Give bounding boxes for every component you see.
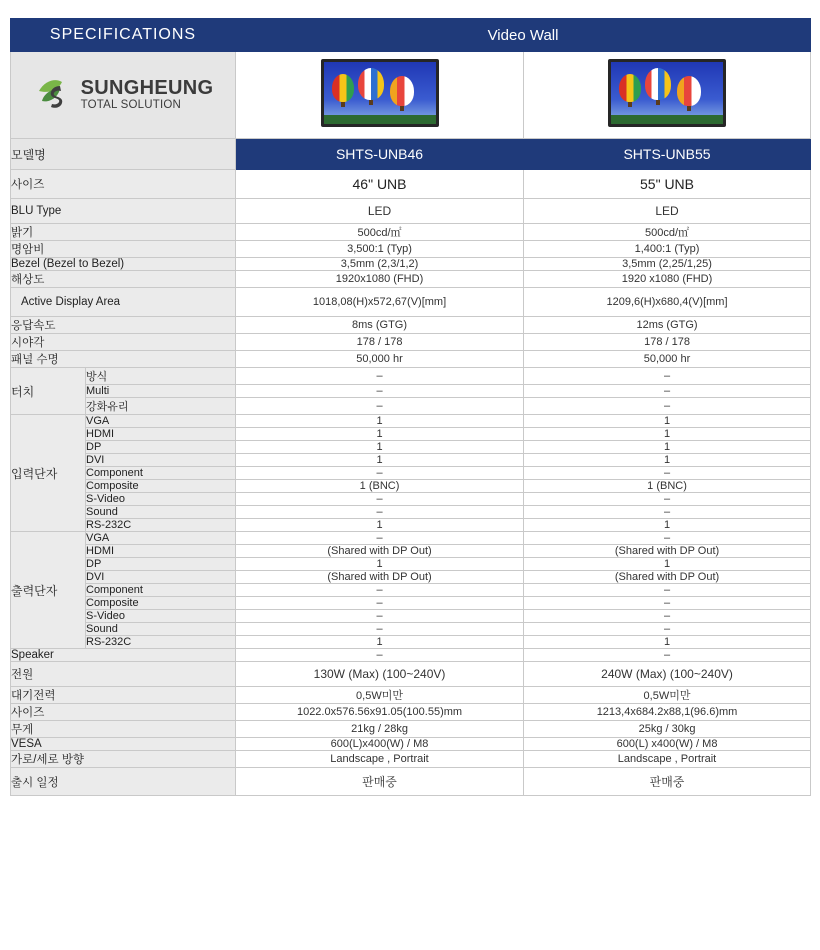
model-value-1: SHTS-UNB46 [236, 139, 524, 170]
specifications-title: SPECIFICATIONS [11, 19, 236, 52]
table-row [11, 571, 811, 584]
sub-label: Component [86, 584, 236, 597]
row-value-2: 1209,6(H)x680,4(V)[mm] [524, 288, 811, 317]
row-value-1: (Shared with DP Out) [236, 571, 524, 584]
table-row [11, 558, 811, 571]
row-label: 사이즈 [11, 704, 236, 721]
table-row [11, 288, 811, 317]
row-value-1: 1018,08(H)x572,67(V)[mm] [236, 288, 524, 317]
row-value-2: 12ms (GTG) [524, 317, 811, 334]
row-value-1: 130W (Max) (100~240V) [236, 662, 524, 687]
table-row [11, 351, 811, 368]
row-value-2: 1 (BNC) [524, 480, 811, 493]
row-label: Active Display Area [11, 288, 236, 317]
row-label: 명암비 [11, 241, 236, 258]
row-label: BLU Type [11, 199, 236, 224]
row-value-2: – [524, 385, 811, 398]
row-value-2: 1,400:1 (Typ) [524, 241, 811, 258]
row-value-2: Landscape , Portrait [524, 751, 811, 768]
table-row [11, 467, 811, 480]
row-value-1: – [236, 584, 524, 597]
table-row [11, 441, 811, 454]
sub-label: Sound [86, 506, 236, 519]
table-row [11, 258, 811, 271]
sub-label: DP [86, 441, 236, 454]
row-value-2: 1 [524, 519, 811, 532]
row-value-1: 178 / 178 [236, 334, 524, 351]
row-value-1: – [236, 623, 524, 636]
row-label: 응답속도 [11, 317, 236, 334]
sub-label: Component [86, 467, 236, 480]
row-label: VESA [11, 738, 236, 751]
table-row [11, 241, 811, 258]
row-value-1: 1022.0x576.56x91.05(100.55)mm [236, 704, 524, 721]
table-row [11, 545, 811, 558]
table-row [11, 649, 811, 662]
table-row [11, 170, 811, 199]
row-label: Speaker [11, 649, 236, 662]
group-label-input: 입력단자 [11, 415, 86, 532]
row-value-1: 1920x1080 (FHD) [236, 271, 524, 288]
row-value-2: – [524, 493, 811, 506]
row-value-2: – [524, 467, 811, 480]
row-value-2: 1920 x1080 (FHD) [524, 271, 811, 288]
table-row [11, 704, 811, 721]
sub-label: DVI [86, 571, 236, 584]
model-label: 모델명 [11, 139, 236, 170]
sub-label: VGA [86, 415, 236, 428]
sub-label: Sound [86, 623, 236, 636]
table-row [11, 334, 811, 351]
row-label: 패널 수명 [11, 351, 236, 368]
row-value-1: – [236, 467, 524, 480]
row-label: 무게 [11, 721, 236, 738]
row-value-2: – [524, 610, 811, 623]
row-value-2: – [524, 597, 811, 610]
row-value-1: – [236, 532, 524, 545]
group-label-output: 출력단자 [11, 532, 86, 649]
row-value-1: 1 [236, 415, 524, 428]
row-value-1: – [236, 398, 524, 415]
product-image-1 [236, 52, 524, 139]
table-header-row [11, 19, 811, 52]
row-label: 대기전력 [11, 687, 236, 704]
group-label-touch: 터치 [11, 368, 86, 415]
row-value-1: 600(L)x400(W) / M8 [236, 738, 524, 751]
brand-tagline: TOTAL SOLUTION [80, 99, 181, 112]
row-value-1: 3,500:1 (Typ) [236, 241, 524, 258]
sub-label: 강화유리 [86, 398, 236, 415]
table-row [11, 721, 811, 738]
row-value-2: – [524, 649, 811, 662]
table-row [11, 368, 811, 385]
row-value-1: 46" UNB [236, 170, 524, 199]
row-label: 밝기 [11, 224, 236, 241]
row-value-2: – [524, 368, 811, 385]
sub-label: Multi [86, 385, 236, 398]
row-value-1: 1 [236, 454, 524, 467]
row-value-2: – [524, 532, 811, 545]
row-value-2: 240W (Max) (100~240V) [524, 662, 811, 687]
row-value-2: 1 [524, 636, 811, 649]
table-row [11, 480, 811, 493]
row-label: 해상도 [11, 271, 236, 288]
table-row [11, 506, 811, 519]
table-row [11, 454, 811, 467]
brand-and-product-row [11, 52, 811, 139]
table-row [11, 662, 811, 687]
row-label: 가로/세로 방향 [11, 751, 236, 768]
table-row [11, 636, 811, 649]
table-row [11, 493, 811, 506]
table-row [11, 317, 811, 334]
row-value-1: LED [236, 199, 524, 224]
table-row [11, 385, 811, 398]
row-value-2: 1213,4x684.2x88,1(96.6)mm [524, 704, 811, 721]
row-value-1: 1 (BNC) [236, 480, 524, 493]
row-value-1: – [236, 385, 524, 398]
sub-label: S-Video [86, 493, 236, 506]
row-value-2: (Shared with DP Out) [524, 571, 811, 584]
table-row [11, 398, 811, 415]
row-value-2: LED [524, 199, 811, 224]
row-label: 전원 [11, 662, 236, 687]
sub-label: HDMI [86, 428, 236, 441]
row-label: 시야각 [11, 334, 236, 351]
row-value-1: 1 [236, 636, 524, 649]
row-value-1: – [236, 493, 524, 506]
row-value-1: – [236, 506, 524, 519]
table-row [11, 519, 811, 532]
table-row [11, 738, 811, 751]
row-value-1: 1 [236, 441, 524, 454]
row-value-1: 0,5W미만 [236, 687, 524, 704]
row-value-1: – [236, 597, 524, 610]
table-row [11, 415, 811, 428]
row-value-2: 50,000 hr [524, 351, 811, 368]
table-row [11, 224, 811, 241]
table-row [11, 768, 811, 796]
sub-label: DVI [86, 454, 236, 467]
row-value-2: (Shared with DP Out) [524, 545, 811, 558]
brand-logo-cell [11, 52, 236, 139]
row-value-1: 판매중 [236, 768, 524, 796]
row-value-2: 500cd/㎡ [524, 224, 811, 241]
table-row [11, 687, 811, 704]
sub-label: HDMI [86, 545, 236, 558]
model-row [11, 139, 811, 170]
row-value-1: 50,000 hr [236, 351, 524, 368]
table-row [11, 623, 811, 636]
model-value-2: SHTS-UNB55 [524, 139, 811, 170]
row-value-1: 1 [236, 519, 524, 532]
row-value-1: 8ms (GTG) [236, 317, 524, 334]
sub-label: Composite [86, 480, 236, 493]
row-value-2: 178 / 178 [524, 334, 811, 351]
sub-label: RS-232C [86, 636, 236, 649]
row-value-1: 1 [236, 428, 524, 441]
table-row [11, 584, 811, 597]
row-label: 출시 일정 [11, 768, 236, 796]
row-label: 사이즈 [11, 170, 236, 199]
sub-label: Composite [86, 597, 236, 610]
row-label: Bezel (Bezel to Bezel) [11, 258, 236, 271]
row-value-1: 21kg / 28kg [236, 721, 524, 738]
row-value-2: 3,5mm (2,25/1,25) [524, 258, 811, 271]
sub-label: 방식 [86, 368, 236, 385]
row-value-2: 1 [524, 428, 811, 441]
row-value-1: – [236, 649, 524, 662]
specifications-sheet [10, 18, 810, 796]
specifications-table [10, 18, 811, 796]
row-value-2: 1 [524, 441, 811, 454]
row-value-2: 55" UNB [524, 170, 811, 199]
row-value-2: – [524, 506, 811, 519]
table-row [11, 199, 811, 224]
sub-label: VGA [86, 532, 236, 545]
row-value-1: – [236, 368, 524, 385]
table-row [11, 271, 811, 288]
sub-label: RS-232C [86, 519, 236, 532]
table-row [11, 597, 811, 610]
sub-label: DP [86, 558, 236, 571]
sub-label: S-Video [86, 610, 236, 623]
row-value-1: 500cd/㎡ [236, 224, 524, 241]
table-row [11, 532, 811, 545]
row-value-2: – [524, 623, 811, 636]
row-value-2: 1 [524, 454, 811, 467]
row-value-1: (Shared with DP Out) [236, 545, 524, 558]
row-value-2: 판매중 [524, 768, 811, 796]
category-title: Video Wall [236, 19, 811, 52]
row-value-1: – [236, 610, 524, 623]
leaf-s-logo-icon [33, 74, 75, 116]
row-value-2: 25kg / 30kg [524, 721, 811, 738]
table-row [11, 610, 811, 623]
brand-name: SUNGHEUNG [80, 77, 214, 100]
row-value-2: – [524, 584, 811, 597]
row-value-2: 1 [524, 415, 811, 428]
row-value-2: 0,5W미만 [524, 687, 811, 704]
product-image-2 [524, 52, 811, 139]
row-value-2: – [524, 398, 811, 415]
row-value-1: 1 [236, 558, 524, 571]
row-value-2: 1 [524, 558, 811, 571]
table-row [11, 751, 811, 768]
row-value-1: 3,5mm (2,3/1,2) [236, 258, 524, 271]
row-value-2: 600(L) x400(W) / M8 [524, 738, 811, 751]
table-row [11, 428, 811, 441]
row-value-1: Landscape , Portrait [236, 751, 524, 768]
